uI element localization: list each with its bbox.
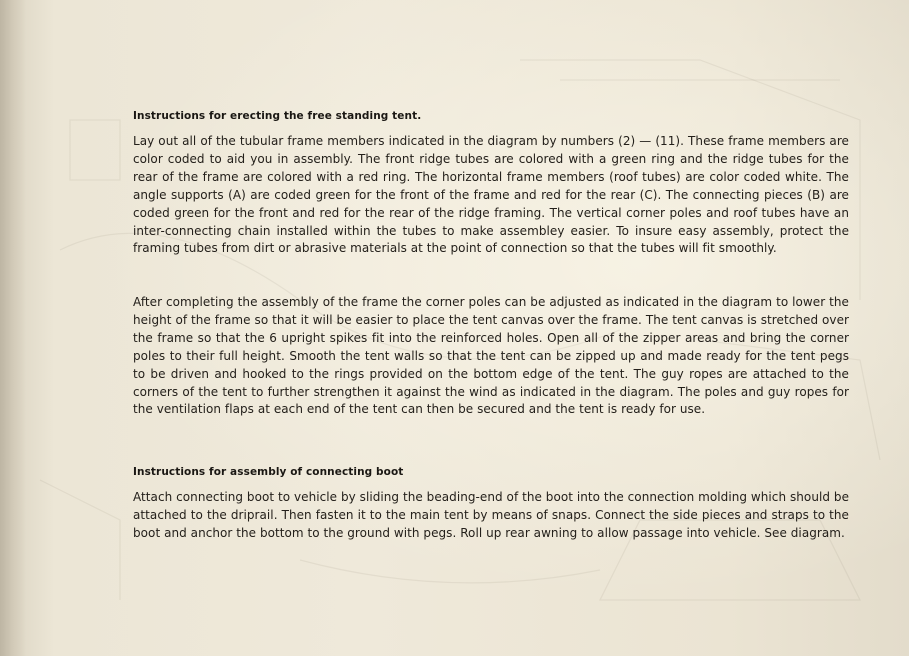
paragraph-connecting-boot: Attach connecting boot to vehicle by sliding the beading-end of the boot into the connection molding which should be attached to the driprail. Then fasten it to the main tent by means of snaps. Connect the side pieces and straps to the boot and anchor the bottom to the ground with pegs. Roll up rear awning to allow passage into vehicle. See diagram. — [133, 490, 849, 540]
paragraph-frame-members: Lay out all of the tubular frame members indicated in the diagram by numbers (2) — (11). These frame members are color coded to aid you in assembly. The front ridge tubes are colored with a green ring and the ridge tubes for the rear of the frame are colored with a red ring. The horizontal frame members (roof tubes) are color coded white. The angle supports (A) are coded green for the front of the frame and red for the rear (C). The connecting pieces (B) are coded green for the front and red for the rear of the ridge framing. The vertical corner poles and roof tubes have an inter-connecting chain installed within the tubes to make assembley easier. To insure easy assembly, protect the framing tubes from dirt or abrasive materials at the point of connection so that the tubes will fit smoothly. — [133, 134, 849, 256]
section-heading-erecting-tent: Instructions for erecting the free standing tent. — [133, 110, 422, 122]
section-heading-connecting-boot: Instructions for assembly of connecting boot — [133, 466, 404, 478]
binding-gutter-shadow — [0, 0, 26, 656]
paragraph-tent-canvas: After completing the assembly of the frame the corner poles can be adjusted as indicated in the diagram to lower the height of the frame so that it will be easier to place the tent canvas over the frame. The tent canvas is stretched over the frame so that the 6 upright spikes fit into the reinforced holes. Open all of the zipper areas and bring the corner poles to their full height. Smooth the tent walls so that the tent can be zipped up and made ready for the tent pegs to be driven and hooked to the rings provided on the bottom edge of the tent. The guy ropes are attached to the corners of the tent to further strengthen it against the wind as indicated in the diagram. The poles and guy ropes for the ventilation flaps at each end of the tent can then be secured and the tent is ready for use. — [133, 295, 849, 417]
